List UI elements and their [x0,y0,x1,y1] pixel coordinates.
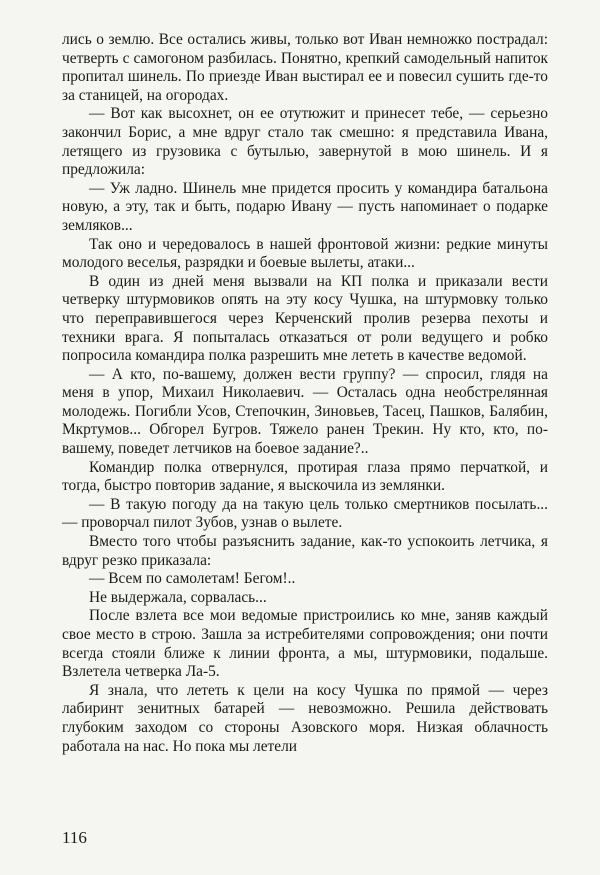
paragraph-9: Вместо того чтобы разъяснить задание, как-то успокоить летчика, я вдруг резко приказала: [62,533,548,569]
paragraph-13: Я знала, что лететь к цели на косу Чушка по прямой — через лабиринт зенитных батарей — невозможно. Решила действовать глубоким заходом со стороны Азовского моря. Низкая облачность работала на нас. Но пока мы летели [62,681,548,755]
paragraph-6: — А кто, по-вашему, должен вести группу? — спросил, глядя на меня в упор, Михаил Николаевич. — Осталась одна необстрелянная молодежь. Погибли Усов, Степочкин, Зиновьев, Тасец, Пашков, Балябин, Мкртумов... Обгорел Бугров. Тяжело ранен Трекин. Ну кто, кто, по-вашему, поведет летчиков на боевое задание?.. [62,365,548,458]
paragraph-2: — Вот как высохнет, он ее отутюжит и принесет тебе, — серьезно закончил Борис, а мне вдруг стало так смешно: я представила Ивана, летящего из грузовика с бутылью, завернутой в мою шинель. И я предложила: [62,105,548,179]
page-body [62,31,548,756]
paragraph-12: После взлета все мои ведомые пристроились ко мне, заняв каждый свое место в строю. Зашла за истребителями сопровождения; они почти всегда стояли ближе к линии фронта, а мы, штурмовики, подальше. Взлетела четверка Ла-5. [62,607,548,681]
paragraph-8: — В такую погоду да на такую цель только смертников посылать... — проворчал пилот Зубов, узнав о вылете. [62,495,548,532]
paragraph-11: Не выдержала, сорвалась... [89,588,267,606]
paragraph-7: Командир полка отвернулся, протирая глаза прямо перчаткой, и тогда, быстро повторив задание, я выскочила из землянки. [62,458,548,495]
paragraph-3: — Уж ладно. Шинель мне придется просить у командира батальона новую, а эту, так и быть, подарю Ивану — пусть напоминает о подарке земляков... [62,179,548,234]
paragraph-4: Так оно и чередовалось в нашей фронтовой жизни: редкие минуты молодого веселья, разрядки и боевые вылеты, атаки... [62,235,548,272]
paragraph-5: В один из дней меня вызвали на КП полка и приказали вести четверку штурмовиков опять на эту косу Чушка, на штурмовку только что переправившегося через Керченский пролив резерва пехоты и техники врага. Я попыталась отказаться от роли ведущего и робко попросила командира полка разрешить мне лететь в качестве ведомой. [62,272,548,365]
paragraph-1: лись о землю. Все остались живы, только вот Иван немножко пострадал: четверть с самогоном разбилась. Понятно, крепкий самодельный напиток пропитал шинель. По приезде Иван выстирал ее и повесил сушить где-то за станицей, на огородах. [62,31,548,104]
page-number: 116 [62,828,87,847]
paragraph-10: — Всем по самолетам! Бегом!.. [89,570,296,588]
